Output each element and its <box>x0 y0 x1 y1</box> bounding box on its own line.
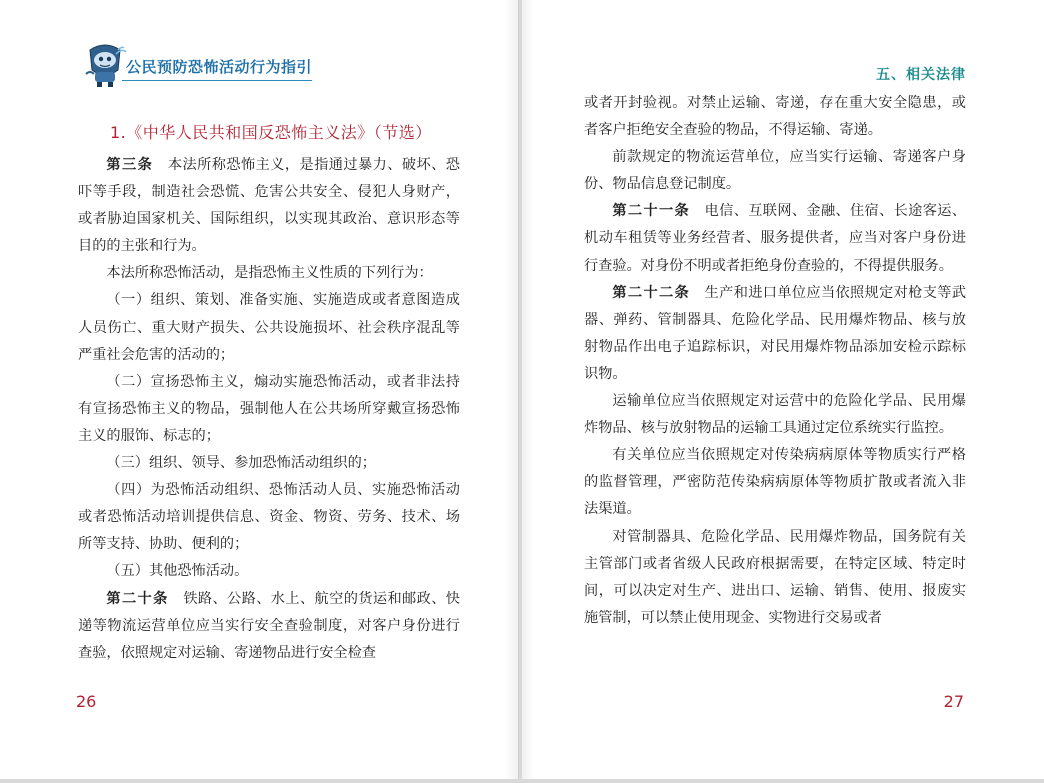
paragraph <box>584 388 966 442</box>
article-number: 第二十二条 <box>612 284 691 301</box>
paragraph-text: 本法所称恐怖活动，是指恐怖主义性质的下列行为： <box>106 265 433 282</box>
right-page <box>522 0 1044 779</box>
paragraph <box>78 152 460 260</box>
article-number: 第二十一条 <box>612 203 691 220</box>
paragraph-text: 有关单位应当依照规定对传染病病原体等物质实行严格的监督管理，严密防范传染病病原体等物质扩散或者流入非法渠道。 <box>584 447 966 518</box>
paragraph <box>78 586 460 667</box>
paragraph <box>584 280 966 388</box>
paragraph <box>584 198 966 279</box>
paragraph-text: 铁路、公路、水上、航空的货运和邮政、快递等物流运营单位应当实行安全查验制度，对客户身份进行查验，依照规定对运输、寄递物品进行安全检查 <box>78 590 460 661</box>
article-number: 第二十条 <box>106 590 169 607</box>
paragraph <box>584 144 966 198</box>
paragraph-text: （一）组织、策划、准备实施、实施造成或者意图造成人员伤亡、重大财产损失、公共设施损坏、社会秩序混乱等严重社会危害的活动的； <box>78 292 460 363</box>
left-body-text <box>78 152 460 667</box>
header-rule <box>122 80 312 81</box>
paragraph <box>78 558 460 585</box>
page-number-left: 26 <box>76 692 97 711</box>
paragraph-text: 前款规定的物流运营单位，应当实行运输、寄递客户身份、物品信息登记制度。 <box>584 149 966 193</box>
paragraph-text: （五）其他恐怖活动。 <box>106 563 249 580</box>
paragraph <box>584 524 966 632</box>
section-heading: 1.《中华人民共和国反恐怖主义法》（节选） <box>110 123 432 142</box>
right-body-text <box>584 90 966 632</box>
paragraph <box>78 287 460 368</box>
paragraph-text: 本法所称恐怖主义，是指通过暴力、破坏、恐吓等手段，制造社会恐慌、危害公共安全、侵犯人身财产，或者胁迫国家机关、国际组织，以实现其政治、意识形态等目的的主张和行为。 <box>78 157 460 255</box>
paragraph-text: 或者开封验视。对禁止运输、寄递，存在重大安全隐患，或者客户拒绝安全查验的物品，不得运输、寄递。 <box>584 95 966 139</box>
paragraph <box>78 477 460 558</box>
left-page <box>0 0 519 779</box>
gutter-shadow <box>522 0 534 779</box>
chapter-title: 五、相关法律 <box>876 67 966 83</box>
paragraph-text: （三）组织、领导、参加恐怖活动组织的； <box>106 455 376 472</box>
article-number: 第三条 <box>106 157 154 173</box>
paragraph <box>78 450 460 477</box>
paragraph-text: 运输单位应当依照规定对运营中的危险化学品、民用爆炸物品、核与放射物品的运输工具通过定位系统实行监控。 <box>584 393 966 437</box>
paragraph-text: （四）为恐怖活动组织、恐怖活动人员、实施恐怖活动或者恐怖活动培训提供信息、资金、物资、劳务、技术、场所等支持、协助、便利的； <box>78 482 460 553</box>
paragraph <box>78 260 460 287</box>
book-title: 公民预防恐怖活动行为指引 <box>126 58 313 76</box>
paragraph-text: 电信、互联网、金融、住宿、长途客运、机动车租赁等业务经营者、服务提供者，应当对客户身份进行查验。对身份不明或者拒绝身份查验的，不得提供服务。 <box>584 203 966 274</box>
gutter-shadow <box>505 0 518 779</box>
paragraph-text: （二）宣扬恐怖主义，煽动实施恐怖活动，或者非法持有宣扬恐怖主义的物品，强制他人在公共场所穿戴宣扬恐怖主义的服饰、标志的； <box>78 373 460 444</box>
page-number-right: 27 <box>943 692 964 711</box>
paragraph-text: 对管制器具、危险化学品、民用爆炸物品，国务院有关主管部门或者省级人民政府根据需要，在特定区域、特定时间，可以决定对生产、进出口、运输、销售、使用、报废实施管制，可以禁止使用现金、实物进行交易或者 <box>584 528 966 626</box>
paragraph-text: 生产和进口单位应当依照规定对枪支等武器、弹药、管制器具、危险化学品、民用爆炸物品、核与放射物品作出电子追踪标识，对民用爆炸物品添加安检示踪标识物。 <box>584 284 966 382</box>
paragraph <box>584 442 966 523</box>
paragraph <box>78 369 460 450</box>
paragraph <box>584 90 966 144</box>
